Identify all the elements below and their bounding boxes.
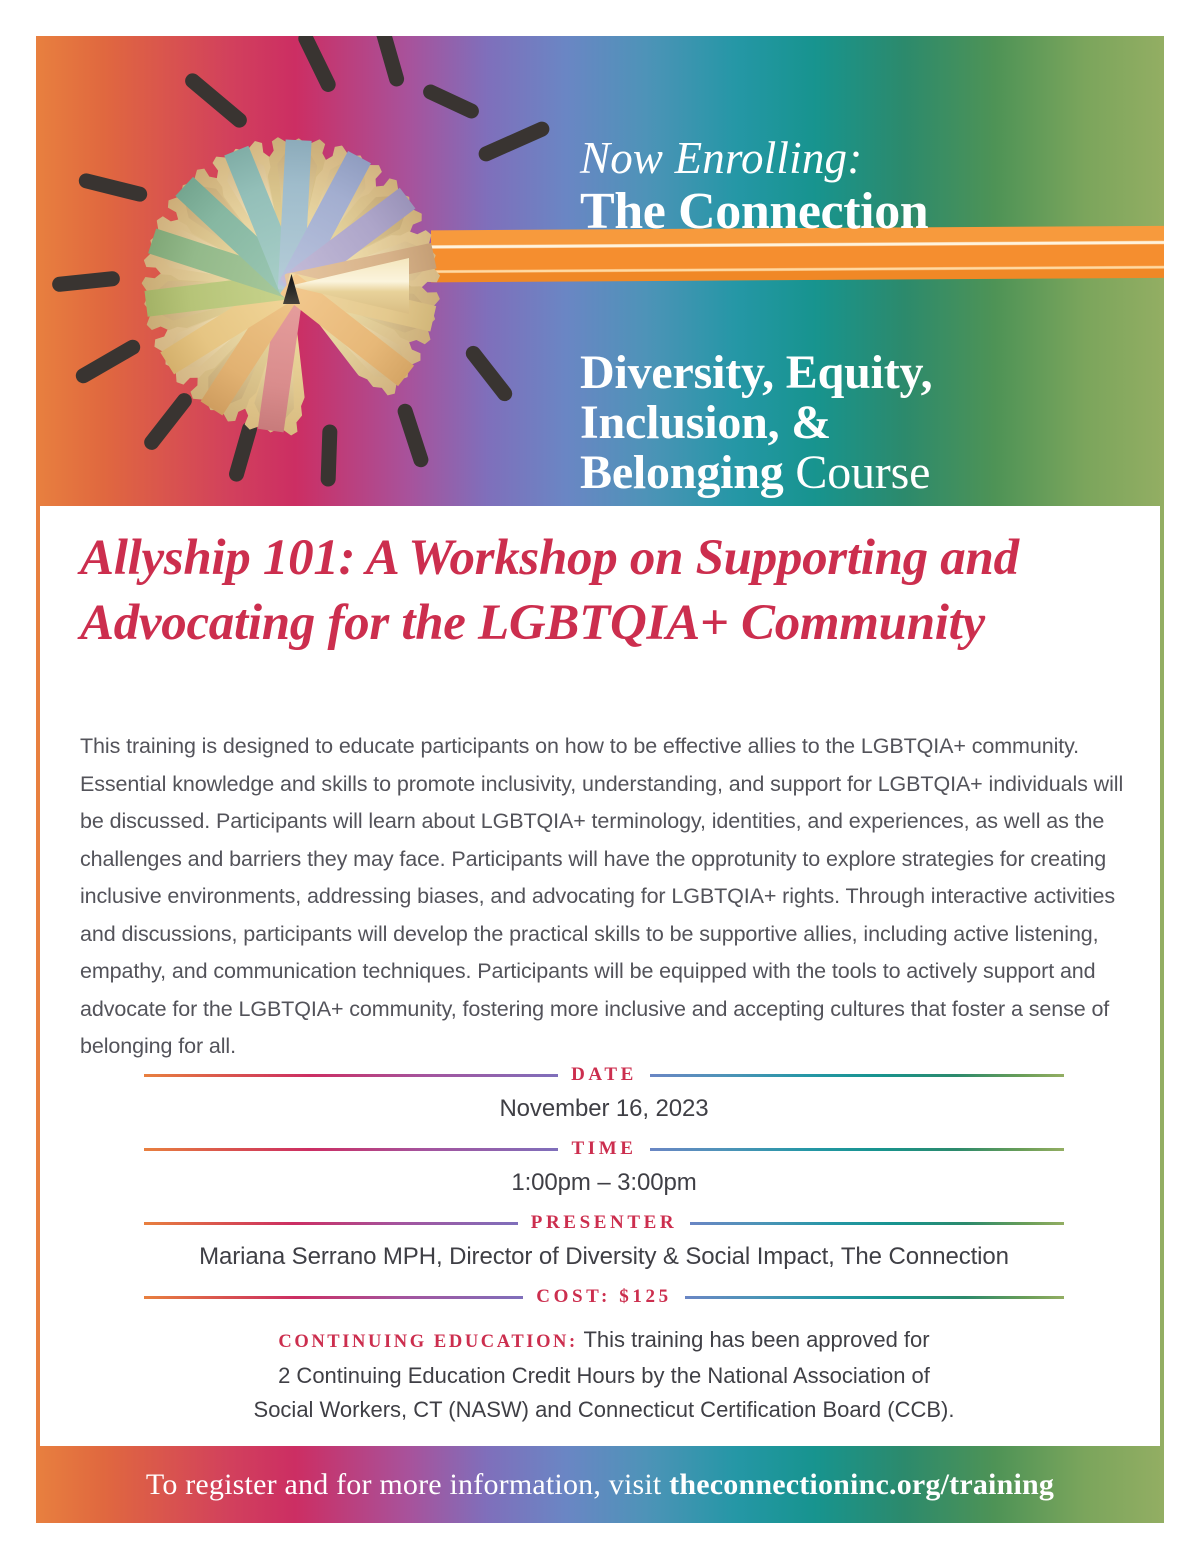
divider-rule-left xyxy=(144,1074,558,1077)
footer-banner xyxy=(36,1446,1164,1523)
cost-label: COST: $125 xyxy=(536,1286,672,1307)
radiating-dash xyxy=(463,343,515,404)
divider-rule-left xyxy=(144,1222,518,1225)
continuing-education-line-1: This training has been approved for xyxy=(577,1327,930,1352)
org-name: The Connection xyxy=(580,183,929,240)
registration-cta xyxy=(146,1468,1054,1502)
date-divider xyxy=(144,1066,1064,1084)
registration-url[interactable]: theconnectioninc.org/training xyxy=(669,1467,1055,1501)
time-divider xyxy=(144,1140,1064,1158)
event-details xyxy=(144,1066,1064,1427)
radiating-dash xyxy=(476,119,552,164)
course-name-line-1: Diversity, Equity, xyxy=(580,346,933,399)
continuing-education-label: CONTINUING EDUCATION: xyxy=(278,1332,578,1352)
radiating-dash xyxy=(421,82,482,121)
date-value: November 16, 2023 xyxy=(499,1095,709,1122)
time-label: TIME xyxy=(571,1138,637,1159)
divider-rule-right xyxy=(650,1148,1064,1151)
header-text-block xyxy=(580,36,1140,506)
course-name xyxy=(580,348,932,498)
divider-rule-right xyxy=(690,1222,1064,1225)
course-name-light: Course xyxy=(783,446,931,499)
presenter-value: Mariana Serrano MPH, Director of Diversity & Social Impact, The Connection xyxy=(199,1243,1009,1270)
workshop-description: This training is designed to educate participants on how to be effective allies to the LGBTQIA+ community. Essential knowledge and skills to promote inclusivity, understanding, and support for LGBTQIA+ individuals will be discussed. Participants will learn about LGBTQIA+ terminology, identities, and experiences, as well as the challenges and barriers they may face. Participants will have the opprotunity to explore strategies for creating inclusive environments, addressing biases, and advocating for LGBTQIA+ rights. Through interactive activities and discussions, participants will develop the practical skills to be supportive allies, including active listening, empathy, and communication techniques. Participants will be equipped with the tools to actively support and advocate for the LGBTQIA+ community, fostering more inclusive and accepting cultures that foster a sense of belonging for all. xyxy=(80,734,1124,1058)
workshop-title: Allyship 101: A Workshop on Supporting and Advocating for the LGBTQIA+ Community xyxy=(80,530,1019,651)
pencil-rosette-graphic xyxy=(126,121,456,451)
continuing-education-line-2: 2 Continuing Education Credit Hours by the National Association of xyxy=(278,1363,930,1388)
eyebrow-text: Now Enrolling: xyxy=(580,133,863,183)
cost-divider xyxy=(144,1288,1064,1306)
radiating-dash xyxy=(296,36,338,94)
divider-rule-left xyxy=(144,1148,558,1151)
continuing-education-line-3: Social Workers, CT (NASW) and Connecticut Certification Board (CCB). xyxy=(253,1397,955,1422)
radiating-dash xyxy=(51,270,120,292)
time-value: 1:00pm – 3:00pm xyxy=(511,1169,697,1196)
divider-rule-right xyxy=(650,1074,1064,1077)
continuing-education-note xyxy=(144,1323,1064,1427)
course-name-line-2: Inclusion, & xyxy=(580,396,832,449)
content-panel xyxy=(36,506,1164,1446)
date-label: DATE xyxy=(571,1064,637,1085)
header-banner xyxy=(36,36,1164,506)
presenter-divider xyxy=(144,1214,1064,1232)
registration-cta-prefix: To register and for more information, visit xyxy=(145,1467,670,1501)
course-name-line-3 xyxy=(580,448,932,498)
course-name-bold: Belonging xyxy=(580,446,784,499)
presenter-label: PRESENTER xyxy=(530,1212,678,1233)
radiating-dash xyxy=(372,36,406,88)
divider-rule-left xyxy=(144,1296,523,1299)
divider-rule-right xyxy=(685,1296,1064,1299)
